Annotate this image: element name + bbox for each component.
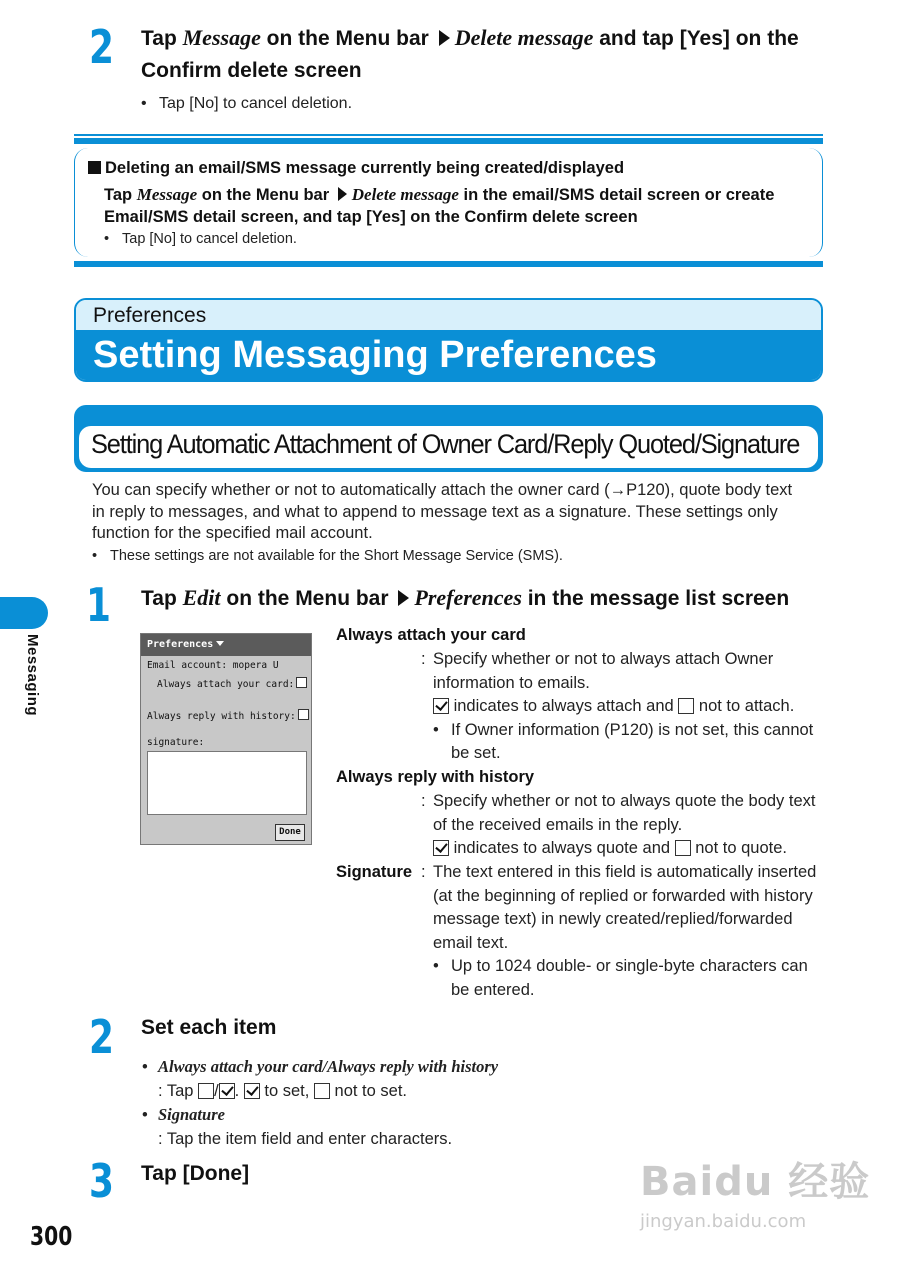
item-signature: Signature — [158, 1105, 225, 1124]
unchecked-box-icon — [675, 840, 691, 856]
section-bullet: • These settings are not available for the Short Message Service (SMS). — [110, 545, 563, 567]
phone-attach-row: Always attach your card: — [157, 677, 307, 690]
step-number-3: 3 — [89, 1154, 114, 1208]
menu-delete-message: Delete message — [454, 25, 594, 50]
step-2b-items: • Always attach your card/Always reply with history : Tap / . to set, not to set. • Signature : Tap the item field and enter characters. — [142, 1057, 499, 1148]
def-reply-term: Always reply with history — [336, 768, 535, 786]
watermark-logo: Baidu 经验 — [640, 1159, 871, 1205]
step-1-instruction: Tap Edit on the Menu bar Preferences in the message list screen — [141, 585, 790, 610]
step-2-instruction: Tap Message on the Menu bar Delete message and tap [Yes] on the Confirm delete screen — [141, 25, 799, 82]
note-instruction: Tap Message on the Menu bar Delete message in the email/SMS detail screen or create Email/SMS detail screen, and tap [Yes] on the Confirm delete screen — [104, 185, 775, 226]
square-icon — [88, 161, 101, 174]
item-card-history: Always attach your card/Always reply with history — [158, 1057, 499, 1076]
page-number: 300 — [30, 1222, 73, 1252]
note-bullet: • Tap [No] to cancel deletion. — [122, 228, 297, 250]
checked-box-icon — [433, 840, 449, 856]
preferences-category: Preferences — [93, 304, 207, 327]
chapter-label: Messaging — [24, 634, 41, 717]
phone-reply-row: Always reply with history: — [147, 709, 309, 722]
step-2b-title: Set each item — [141, 1016, 277, 1039]
checked-box-icon — [244, 1083, 260, 1099]
phone-signature-field — [147, 751, 307, 815]
arrow-icon — [338, 187, 347, 201]
section-header — [74, 405, 823, 472]
checked-box-icon — [433, 698, 449, 714]
note-box — [74, 138, 823, 267]
menu-message: Message — [182, 25, 261, 50]
step-3-title: Tap [Done] — [141, 1162, 250, 1185]
preferences-title: Setting Messaging Preferences — [93, 334, 657, 376]
phone-title-bar: Preferences — [141, 634, 311, 656]
note-title: Deleting an email/SMS message currently being created/displayed — [88, 159, 624, 178]
watermark-url: jingyan.baidu.com — [640, 1211, 807, 1232]
section-title: Setting Automatic Attachment of Owner Card/Reply Quoted/Signature — [91, 429, 800, 459]
phone-signature-label: signature: — [147, 737, 205, 748]
phone-account: Email account: mopera U — [147, 660, 279, 671]
unchecked-box-icon — [198, 1083, 214, 1099]
def-signature-term: Signature — [336, 863, 413, 881]
arrow-icon — [439, 30, 450, 46]
section-body: You can specify whether or not to automatically attach the owner card (→P120), quote body text in reply to messages, and what to append to message text as a signature. These settings only function for the specified mail account. — [92, 481, 793, 542]
def-reply-text: Specify whether or not to always quote the body text of the received emails in the reply. indicates to always quote and not to quote. — [433, 792, 816, 857]
unchecked-box-icon — [314, 1083, 330, 1099]
checkbox-icon — [298, 709, 309, 720]
chapter-tab — [0, 597, 48, 629]
arrow-icon — [398, 590, 409, 606]
checkbox-icon — [296, 677, 307, 688]
def-signature-text: The text entered in this field is automatically inserted (at the beginning of replied or forwarded with history message text) in newly created/replied/forwarded email text. • Up to 1024 double- or single-byte characters can be entered. — [433, 863, 817, 999]
phone-done-button: Done — [275, 824, 305, 841]
step-number-1: 1 — [86, 578, 111, 632]
step-number-2: 2 — [89, 20, 114, 74]
checked-box-icon — [219, 1083, 235, 1099]
dropdown-icon — [216, 641, 224, 646]
def-card-term: Always attach your card — [336, 626, 526, 644]
def-card-text: Specify whether or not to always attach Owner information to emails. indicates to always attach and not to attach. • If Owner information (P120) is not set, this cannot be set. — [433, 650, 814, 762]
watermark — [640, 1150, 870, 1232]
step-2-bullet: • Tap [No] to cancel deletion. — [159, 93, 352, 115]
phone-screen — [140, 633, 312, 845]
step-number-2b: 2 — [89, 1010, 114, 1064]
unchecked-box-icon — [678, 698, 694, 714]
preferences-header — [74, 298, 823, 382]
